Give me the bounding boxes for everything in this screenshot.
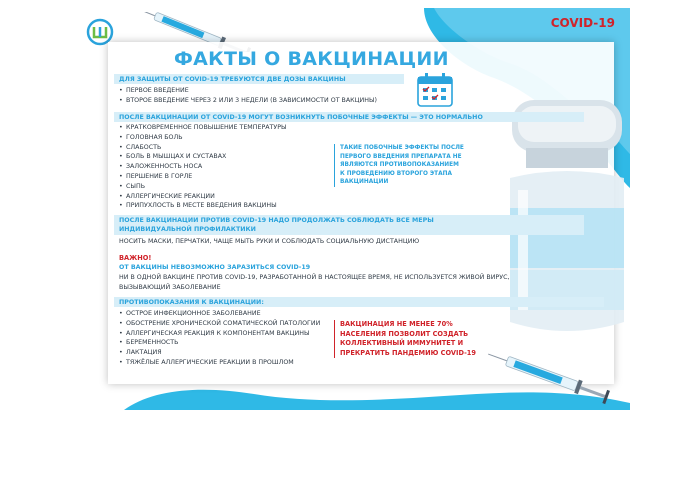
covid-tag: COVID-19 [550,16,615,30]
measures-heading [119,216,434,234]
heading-line: ПОСЛЕ ВАКЦИНАЦИИ ПРОТИВ COVID-19 НАДО ПРОДОЛЖАТЬ СОБЛЮДАТЬ ВСЕ МЕРЫ [119,217,434,224]
note-line: К ПРОВЕДЕНИЮ ВТОРОГО ЭТАПА [340,170,452,177]
vaccination-poster [84,8,630,410]
measures-text: НОСИТЬ МАСКИ, ПЕРЧАТКИ, ЧАЩЕ МЫТЬ РУКИ И СОБЛЮДАТЬ СОЦИАЛЬНУЮ ДИСТАНЦИЮ [119,238,420,245]
list-item: • КРАТКОВРЕМЕННОЕ ПОВЫШЕНИЕ ТЕМПЕРАТУРЫ [119,123,287,133]
text-line: ВЫЗЫВАЮЩИЙ ЗАБОЛЕВАНИЕ [119,283,221,291]
note-line: ТАКИЕ ПОБОЧНЫЕ ЭФФЕКТЫ ПОСЛЕ [340,145,464,151]
list-item: • СЛАБОСТЬ [119,143,287,153]
note-line: ЯВЛЯЮТСЯ ПРОТИВОПОКАЗАНИЕМ [340,162,459,168]
list-item: • ГОЛОВНАЯ БОЛЬ [119,133,287,143]
list-item: • ТЯЖЁЛЫЕ АЛЛЕРГИЧЕСКИЕ РЕАКЦИИ В ПРОШЛОМ [119,358,320,368]
list-item: • АЛЛЕРГИЧЕСКИЕ РЕАКЦИИ [119,192,287,202]
heading-line: ИНДИВИДУАЛЬНОЙ ПРОФИЛАКТИКИ [119,226,256,233]
list-item: • ОСТРОЕ ИНФЕКЦИОННОЕ ЗАБОЛЕВАНИЕ [119,309,320,319]
note-line: ВАКЦИНАЦИИ [340,179,389,185]
doses-heading: ДЛЯ ЗАЩИТЫ ОТ COVID-19 ТРЕБУЮТСЯ ДВЕ ДОЗЫ ВАКЦИНЫ [119,76,346,83]
list-item: • БОЛЬ В МЫШЦАХ И СУСТАВАХ [119,152,287,162]
list-item: • ВТОРОЕ ВВЕДЕНИЕ ЧЕРЕЗ 2 ИЛИ 3 НЕДЕЛИ (В ЗАВИСИМОСТИ ОТ ВАКЦИНЫ) [119,96,377,106]
important-heading: ОТ ВАКЦИНЫ НЕВОЗМОЖНО ЗАРАЗИТЬСЯ COVID-19 [119,264,311,271]
calendar-icon [416,72,454,108]
list-item: • АЛЛЕРГИЧЕСКАЯ РЕАКЦИЯ К КОМПОНЕНТАМ ВАКЦИНЫ [119,329,320,339]
note-line: ПРЕКРАТИТЬ ПАНДЕМИЮ COVID-19 [340,348,476,357]
doses-list [119,86,377,106]
list-item: • ЗАЛОЖЕННОСТЬ НОСА [119,162,287,172]
important-text [119,273,509,293]
list-item: • БЕРЕМЕННОСТЬ [119,338,320,348]
list-item: • СЫПЬ [119,182,287,192]
note-line: НАСЕЛЕНИЯ ПОЗВОЛИТ СОЗДАТЬ [340,329,469,338]
list-item: • ПЕРВОЕ ВВЕДЕНИЕ [119,86,377,96]
herd-immunity-note [334,320,476,358]
side-effects-list [119,123,287,211]
text-line: НИ В ОДНОЙ ВАКЦИНЕ ПРОТИВ COVID-19, РАЗРАБОТАННОЙ В НАСТОЯЩЕЕ ВРЕМЯ, НЕ ИСПОЛЬЗУЕТСЯ ЖИВОЙ ВИРУС, [119,274,510,281]
note-line: ВАКЦИНАЦИЯ НЕ МЕНЕЕ 70% [340,320,453,328]
contra-heading: ПРОТИВОПОКАЗАНИЯ К ВАКЦИНАЦИИ: [119,299,264,306]
side-effects-heading: ПОСЛЕ ВАКЦИНАЦИИ ОТ COVID-19 МОГУТ ВОЗНИКНУТЬ ПОБОЧНЫЕ ЭФФЕКТЫ — ЭТО НОРМАЛЬНО [119,114,483,121]
note-line: КОЛЛЕКТИВНЫЙ ИММУНИТЕТ И [340,339,464,348]
side-effects-note [334,144,464,187]
list-item: • ПЕРШЕНИЕ В ГОРЛЕ [119,172,287,182]
page-title: ФАКТЫ О ВАКЦИНАЦИИ [174,48,449,70]
list-item: • ПРИПУХЛОСТЬ В МЕСТЕ ВВЕДЕНИЯ ВАКЦИНЫ [119,201,287,211]
important-label: ВАЖНО! [119,254,152,262]
list-item: • ОБОСТРЕНИЕ ХРОНИЧЕСКОЙ СОМАТИЧЕСКОЙ ПАТОЛОГИИ [119,319,320,329]
note-line: ПЕРВОГО ВВЕДЕНИЯ ПРЕПАРАТА НЕ [340,153,462,160]
list-item: • ЛАКТАЦИЯ [119,348,320,358]
syringe-icon [484,348,624,408]
contra-list [119,309,320,368]
